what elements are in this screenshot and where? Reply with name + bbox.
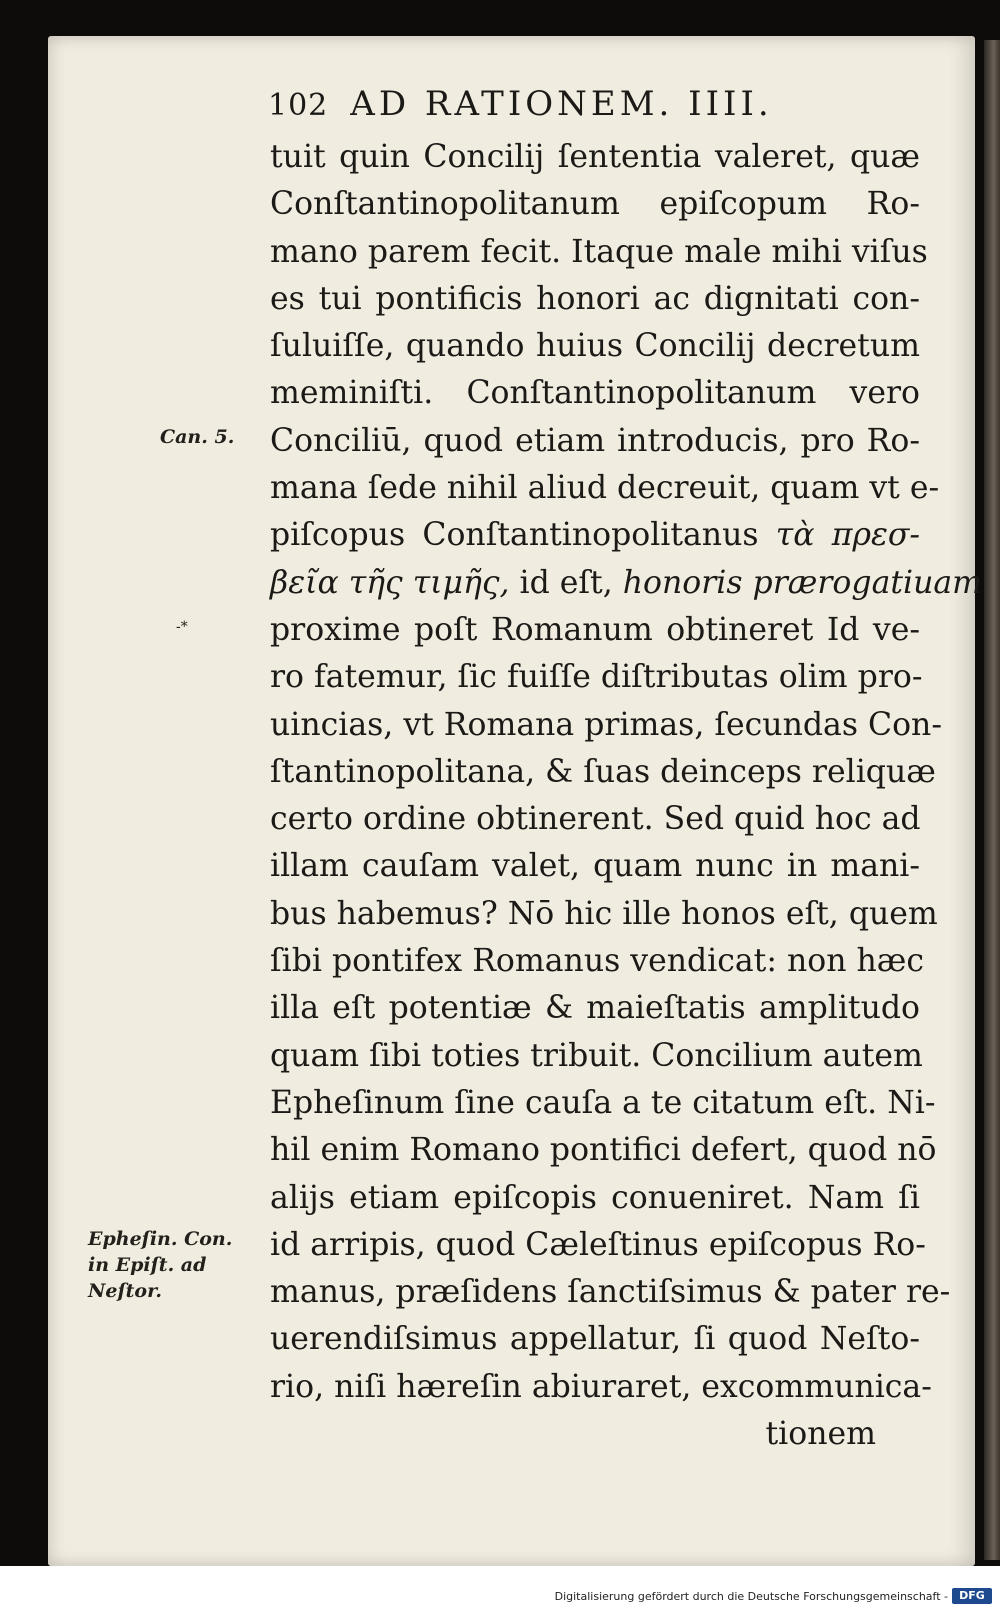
text-line: meminiſti. Conſtantinopolitanum vero [270,375,920,412]
text-line: illam cauſam valet, quam nunc in mani- [270,848,920,885]
margin-note-line: in Epiſt. ad [88,1254,207,1276]
text-line: ſuluiſſe, quando huius Concilij decretum [270,328,920,365]
text-line: ſibi pontifex Romanus vendicat: non hæc [270,943,925,980]
text-line: hil enim Romano pontifici defert, quod nō [270,1132,937,1169]
text-line: illa eſt potentiæ & maieſtatis amplitudo [270,990,920,1027]
italic-phrase: honoris prærogatiuam [622,564,983,601]
page-number: 102 [268,88,329,123]
text-line: id arripis, quod Cæleſtinus epiſcopus Ro- [270,1226,926,1263]
text-line: proxime poſt Romanum obtineret Id ve- [270,611,920,648]
margin-mark: -* [176,619,188,635]
greek-phrase: βεῖα τῆς τιμῆς, [270,564,510,601]
margin-note-canon: Can. 5. [160,426,235,448]
margin-note-line: Epheſin. Con. [88,1228,233,1250]
text-line: alijs etiam epiſcopis conueniret. Nam ſi [270,1179,920,1216]
text-line: bus habemus? Nō hic ille honos eſt, quem [270,895,938,932]
text-line: Conciliū, quod etiam introducis, pro Ro- [270,422,920,459]
text-line: quam ſibi toties tribuit. Concilium autem [270,1037,923,1074]
text-line: certo ordine obtinerent. Sed quid hoc ad [270,801,921,838]
greek-phrase: τὰ πρεσ- [775,517,921,554]
text-line: tuit quin Concilij ſententia valeret, quæ [270,139,920,175]
text-line: mana ſede nihil aliud decreuit, quam vt e- [270,470,940,507]
margin-note-ephesin [88,1226,232,1304]
digitization-credit: Digitalisierung gefördert durch die Deutsche Forschungsgemeinschaft - [554,1590,948,1603]
book-spine-edge [984,40,1000,1560]
text-line: ro fatemur, ſic fuiſſe diſtributas olim pro- [270,659,923,696]
text-line: mano parem fecit. Itaque male mihi viſus [270,233,928,270]
text-line: uerendiſsimus appellatur, ſi quod Neſto- [270,1321,920,1358]
text-line: Conſtantinopolitanum epiſcopum Ro- [270,186,920,223]
text-line: uincias, vt Romana primas, ſecundas Con- [270,706,942,743]
text-line: Epheſinum ſine cauſa a te citatum eſt. Ni- [270,1084,936,1121]
catchword: tionem [765,1416,876,1453]
text-line: ſtantinopolitana, & ſuas deinceps reliquæ [270,753,936,790]
text-line: rio, niſi hæreſin abiuraret, excommunica- [270,1368,932,1405]
margin-note-line: Neſtor. [88,1280,162,1302]
running-title: AD RATIONEM. IIII. [350,84,773,124]
text-line: manus, præſidens ſanctiſsimus & pater re- [270,1274,951,1311]
text-line: es tui pontificis honori ac dignitati con- [270,280,920,317]
line-prefix: piſcopus Conſtantinopolitanus [270,517,776,554]
text-line-greek [270,560,983,607]
running-head [268,84,908,124]
text-line-greek [270,512,920,559]
dfg-logo: DFG [952,1588,992,1604]
main-text-block [270,134,983,1458]
line-roman: id eſt, [509,564,623,601]
